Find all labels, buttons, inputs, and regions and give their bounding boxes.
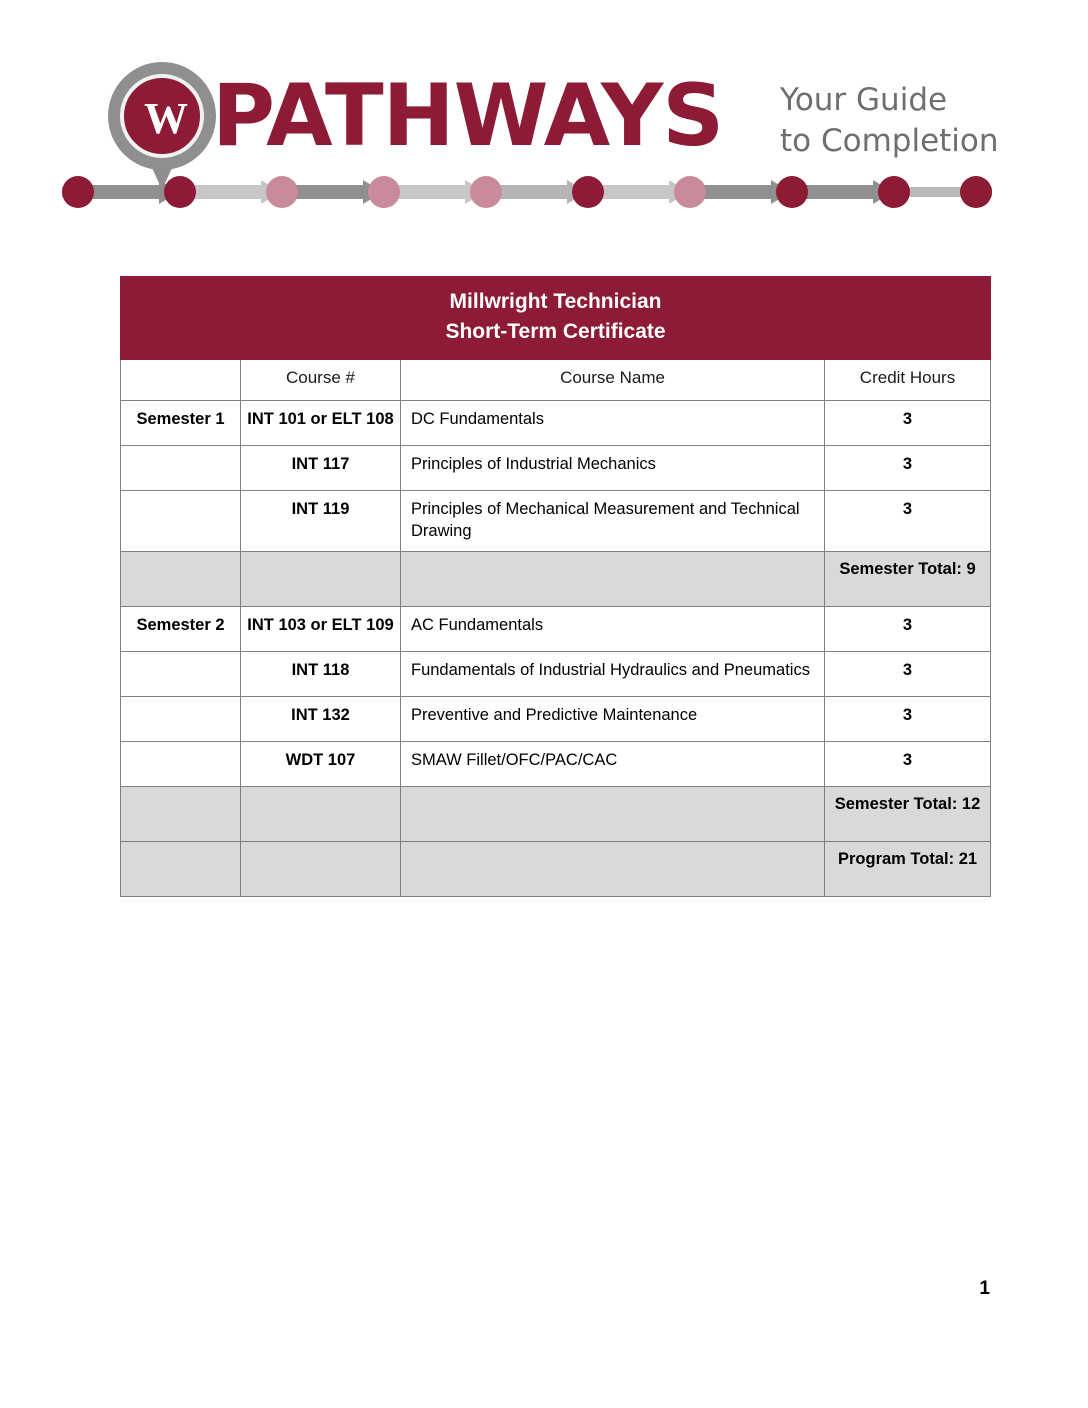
table-total-row bbox=[121, 552, 991, 607]
cell-course-name: Principles of Industrial Mechanics bbox=[401, 446, 825, 491]
cell-semester: Semester 2 bbox=[121, 607, 241, 652]
cell-course-name: SMAW Fillet/OFC/PAC/CAC bbox=[401, 742, 825, 787]
cell-course-name bbox=[401, 787, 825, 842]
cell-credit-hours: 3 bbox=[825, 401, 991, 446]
header-semester bbox=[121, 360, 241, 401]
cell-credit-hours: 3 bbox=[825, 742, 991, 787]
header-course-number: Course # bbox=[241, 360, 401, 401]
cell-course-number: INT 119 bbox=[241, 491, 401, 552]
strip-dot-4 bbox=[368, 176, 400, 208]
cell-credit-hours: 3 bbox=[825, 491, 991, 552]
cell-course-number: INT 132 bbox=[241, 697, 401, 742]
program-title-line-1: Millwright Technician bbox=[449, 290, 662, 313]
pin-outer-circle bbox=[108, 62, 216, 170]
header-credit-hours: Credit Hours bbox=[825, 360, 991, 401]
cell-course-number: INT 118 bbox=[241, 652, 401, 697]
table-total-row bbox=[121, 787, 991, 842]
cell-semester bbox=[121, 446, 241, 491]
cell-program-total: Program Total: 21 bbox=[825, 842, 991, 897]
cell-semester bbox=[121, 787, 241, 842]
cell-course-number bbox=[241, 842, 401, 897]
strip-dot-6 bbox=[572, 176, 604, 208]
pin-letter-w: W bbox=[144, 94, 188, 143]
table-row bbox=[121, 607, 991, 652]
cell-course-name: DC Fundamentals bbox=[401, 401, 825, 446]
strip-dot-7 bbox=[674, 176, 706, 208]
table-row bbox=[121, 446, 991, 491]
table-row bbox=[121, 401, 991, 446]
program-pathway-table-wrapper bbox=[120, 276, 990, 897]
header-course-name: Course Name bbox=[401, 360, 825, 401]
pathways-header bbox=[0, 40, 1088, 230]
cell-course-name bbox=[401, 842, 825, 897]
strip-dot-1 bbox=[62, 176, 94, 208]
cell-course-name bbox=[401, 552, 825, 607]
program-title-cell bbox=[121, 277, 991, 360]
strip-dot-3 bbox=[266, 176, 298, 208]
strip-dot-8 bbox=[776, 176, 808, 208]
cell-course-number: INT 103 or ELT 109 bbox=[241, 607, 401, 652]
table-row bbox=[121, 697, 991, 742]
cell-semester: Semester 1 bbox=[121, 401, 241, 446]
program-title-line-2: Short-Term Certificate bbox=[445, 320, 666, 343]
cell-semester bbox=[121, 842, 241, 897]
cell-semester bbox=[121, 697, 241, 742]
strip-dot-5 bbox=[470, 176, 502, 208]
table-header-row bbox=[121, 360, 991, 401]
cell-semester bbox=[121, 652, 241, 697]
page-number: 1 bbox=[979, 1278, 990, 1299]
table-row bbox=[121, 652, 991, 697]
strip-dot-10 bbox=[960, 176, 992, 208]
program-pathway-table bbox=[120, 276, 991, 897]
cell-credit-hours: 3 bbox=[825, 652, 991, 697]
pathways-tagline bbox=[780, 80, 1030, 162]
table-program-total-row bbox=[121, 842, 991, 897]
strip-dot-9 bbox=[878, 176, 910, 208]
pin-inner-circle bbox=[120, 74, 204, 158]
cell-semester bbox=[121, 491, 241, 552]
cell-semester-total: Semester Total: 9 bbox=[825, 552, 991, 607]
cell-course-number bbox=[241, 552, 401, 607]
pathways-logo bbox=[62, 58, 1027, 178]
tagline-line-2: to Completion bbox=[780, 123, 999, 159]
table-title-row bbox=[121, 277, 991, 360]
table-row bbox=[121, 742, 991, 787]
cell-credit-hours: 3 bbox=[825, 697, 991, 742]
pathways-wordmark: PATHWAYS bbox=[212, 66, 724, 166]
cell-credit-hours: 3 bbox=[825, 607, 991, 652]
cell-semester bbox=[121, 552, 241, 607]
cell-credit-hours: 3 bbox=[825, 446, 991, 491]
cell-semester-total: Semester Total: 12 bbox=[825, 787, 991, 842]
cell-course-name: Principles of Mechanical Measurement and Technical Drawing bbox=[401, 491, 825, 552]
cell-course-number: WDT 107 bbox=[241, 742, 401, 787]
progress-arrow-strip bbox=[62, 168, 992, 216]
cell-semester bbox=[121, 742, 241, 787]
cell-course-number: INT 101 or ELT 108 bbox=[241, 401, 401, 446]
cell-course-name: Preventive and Predictive Maintenance bbox=[401, 697, 825, 742]
tagline-line-1: Your Guide bbox=[780, 82, 948, 118]
strip-dot-2 bbox=[164, 176, 196, 208]
table-row bbox=[121, 491, 991, 552]
cell-course-number: INT 117 bbox=[241, 446, 401, 491]
cell-course-number bbox=[241, 787, 401, 842]
cell-course-name: AC Fundamentals bbox=[401, 607, 825, 652]
cell-course-name: Fundamentals of Industrial Hydraulics and Pneumatics bbox=[401, 652, 825, 697]
